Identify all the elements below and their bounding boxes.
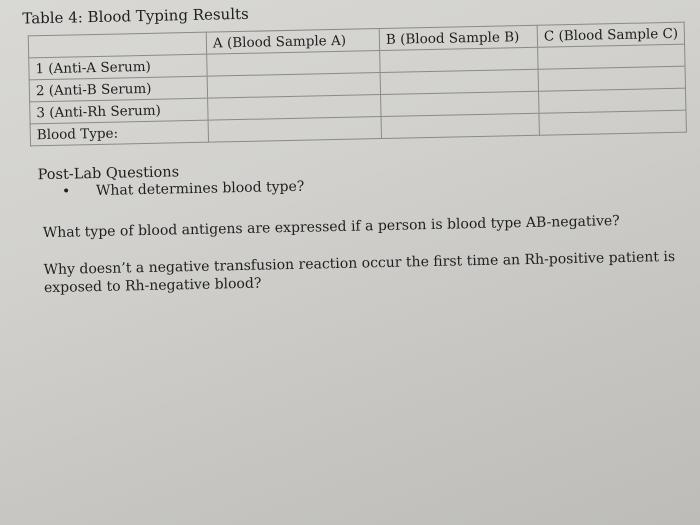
post-lab-heading: Post-Lab Questions xyxy=(37,164,180,184)
row-label-blood-type: Blood Type: xyxy=(30,120,208,146)
question-2: What type of blood antigens are expressed if a person is blood type AB-negative? xyxy=(42,213,620,242)
column-header-b: B (Blood Sample B) xyxy=(379,25,537,50)
column-header-c: C (Blood Sample C) xyxy=(537,22,685,47)
column-header-a: A (Blood Sample A) xyxy=(206,29,379,55)
row-label-anti-rh: 3 (Anti-Rh Serum) xyxy=(30,98,208,124)
blood-type-cell-b[interactable] xyxy=(381,113,539,138)
blood-type-cell-c[interactable] xyxy=(539,110,687,135)
question-1: What determines blood type? xyxy=(95,178,305,200)
table-title: Table 4: Blood Typing Results xyxy=(22,4,249,28)
result-cell-c3[interactable] xyxy=(539,88,687,113)
row-label-anti-a: 1 (Anti-A Serum) xyxy=(29,54,207,80)
blood-type-cell-a[interactable] xyxy=(208,117,381,143)
question-3: Why doesn’t a negative transfusion reaction occur the first time an Rh-positive patient is exposed to Rh-negative blood? xyxy=(43,248,676,297)
row-label-anti-b: 2 (Anti-B Serum) xyxy=(29,76,207,102)
blood-typing-table xyxy=(28,22,687,147)
bullet-marker: • xyxy=(61,183,71,200)
result-cell-c1[interactable] xyxy=(538,44,686,69)
result-cell-c2[interactable] xyxy=(538,66,686,91)
